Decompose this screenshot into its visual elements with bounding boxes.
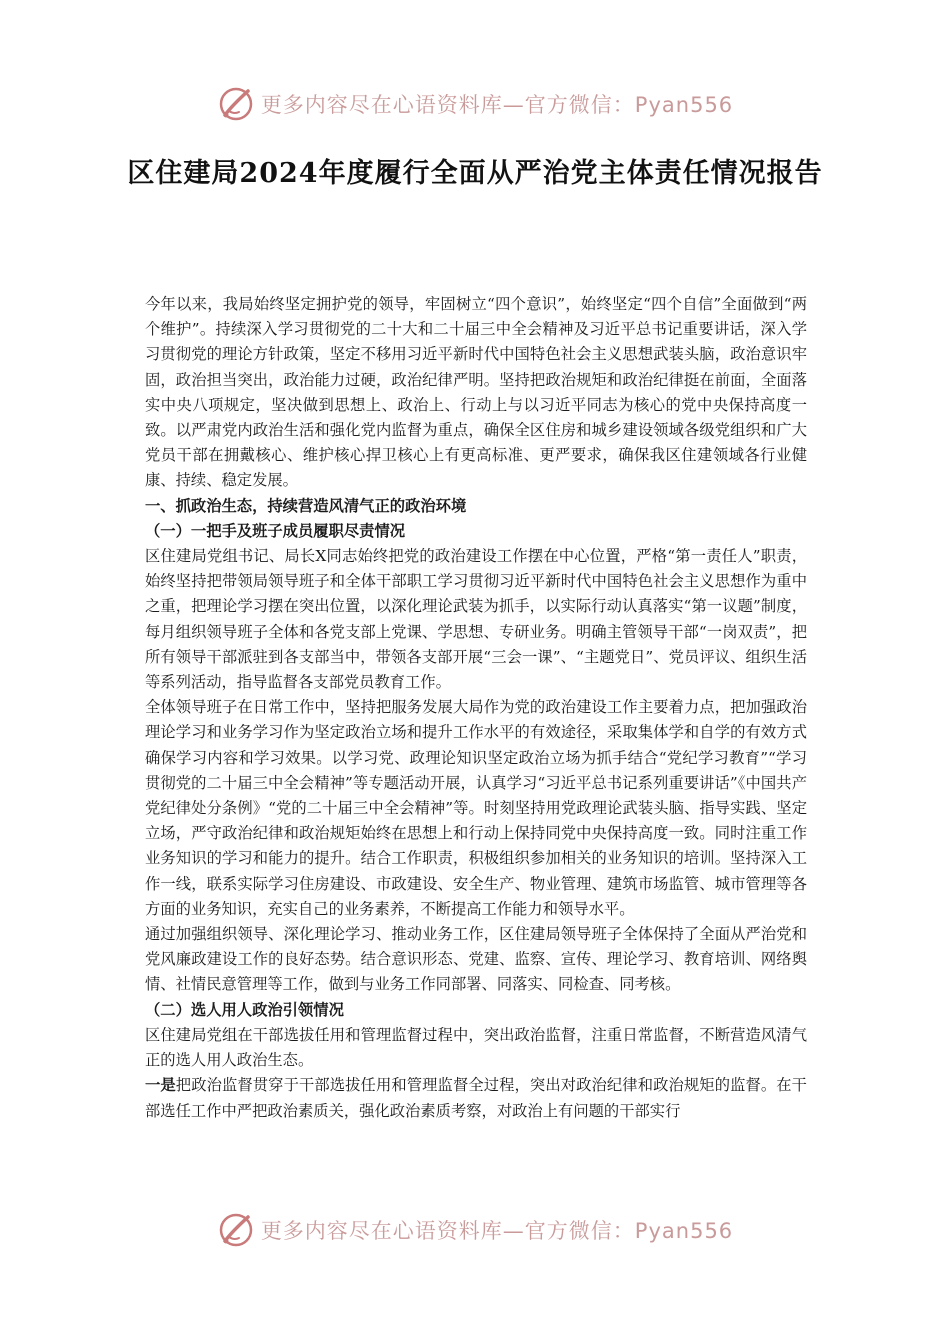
watermark-banner-bottom [0, 1210, 950, 1250]
sub1-paragraph-1: 区住建局党组书记、局长X同志始终把党的政治建设工作摆在中心位置，严格“第一责任人”职责，始终坚持把带领局领导班子和全体干部职工学习贯彻习近平新时代中国特色社会主义思想作为重中之重，把理论学习摆在突出位置，以深化理论武装为抓手，以实际行动认真落实“第一议题”制度，每月组织领导班子全体和各党支部上党课、学思想、专研业务。明确主管领导干部“一岗双责”，把所有领导干部派驻到各支部当中，带领各支部开展“三会一课”、“主题党日”、党员评议、组织生活等系列活动，指导监督各支部党员教育工作。 [145, 547, 807, 692]
section1-heading: 一、抓政治生态，持续营造风清气正的政治环境 [145, 496, 467, 515]
sub2-paragraph-1: 区住建局党组在干部选拔任用和管理监督过程中，突出政治监督，注重日常监督，不断营造风清气正的选人用人政治生态。 [145, 1025, 807, 1070]
document-body [145, 292, 807, 1124]
intro-paragraph: 今年以来，我局始终坚定拥护党的领导，牢固树立“四个意识”，始终坚定“四个自信”全面做到“两个维护”。持续深入学习贯彻党的二十大和二十届三中全会精神及习近平总书记重要讲话，深入学习贯彻党的理论方针政策，坚定不移用习近平新时代中国特色社会主义思想武装头脑，政治意识牢固，政治担当突出，政治能力过硬，政治纪律严明。坚持把政治规矩和政治纪律挺在前面，全面落实中央八项规定，坚决做到思想上、政治上、行动上与以习近平同志为核心的党中央保持高度一致。以严肃党内政治生活和强化党内监督为重点，确保全区住房和城乡建设领域各级党组织和广大党员干部在拥戴核心、维护核心捍卫核心上有更高标准、更严要求，确保我区住建领域各行业健康、持续、稳定发展。 [145, 295, 807, 490]
document-title: 区住建局2024年度履行全面从严治党主体责任情况报告 [127, 158, 823, 189]
sub1-paragraph-2: 全体领导班子在日常工作中，坚持把服务发展大局作为党的政治建设工作主要着力点，把加强政治理论学习和业务学习作为坚定政治立场和提升工作水平的有效途径，采取集体学和自学的有效方式确保学习内容和学习效果。以学习党、政理论知识坚定政治立场为抓手结合“党纪学习教育”“学习贯彻党的二十届三中全会精神”等专题活动开展，认真学习“习近平总书记系列重要讲话”《中国共产党纪律处分条例》“党的二十届三中全会精神”等。时刻坚持用党政理论武装头脑、指导实践、坚定立场，严守政治纪律和政治规矩始终在思想上和行动上保持同党中央保持高度一致。同时注重工作业务知识的学习和能力的提升。结合工作职责，积极组织参加相关的业务知识的培训。坚持深入工作一线，联系实际学习住房建设、市政建设、安全生产、物业管理、建筑市场监管、城市管理等各方面的业务知识，充实自己的业务素养，不断提高工作能力和领导水平。 [145, 698, 807, 918]
brush-logo-icon [217, 1211, 255, 1249]
watermark-text: 更多内容尽在心语资料库—官方微信：Pyan556 [260, 1219, 734, 1243]
sub2-paragraph-2 [145, 1073, 807, 1123]
sub2-paragraph-2-lead: 一是 [145, 1076, 176, 1095]
watermark-text: 更多内容尽在心语资料库—官方微信：Pyan556 [260, 93, 734, 117]
sub2-heading: （二）选人用人政治引领情况 [145, 1000, 344, 1019]
sub1-paragraph-3: 通过加强组织领导、深化理论学习、推动业务工作，区住建局领导班子全体保持了全面从严治党和党风廉政建设工作的良好态势。结合意识形态、党建、监察、宣传、理论学习、教育培训、网络舆情、社情民意管理等工作，做到与业务工作同部署、同落实、同检查、同考核。 [145, 925, 807, 994]
sub1-heading: （一）一把手及班子成员履职尽责情况 [145, 521, 406, 540]
brush-logo-icon [217, 85, 255, 123]
watermark-banner-top [0, 84, 950, 124]
sub2-paragraph-2-text: 把政治监督贯穿于干部选拔任用和管理监督全过程，突出对政治纪律和政治规矩的监督。在干部选任工作中严把政治素质关，强化政治素质考察，对政治上有问题的干部实行 [145, 1076, 807, 1120]
